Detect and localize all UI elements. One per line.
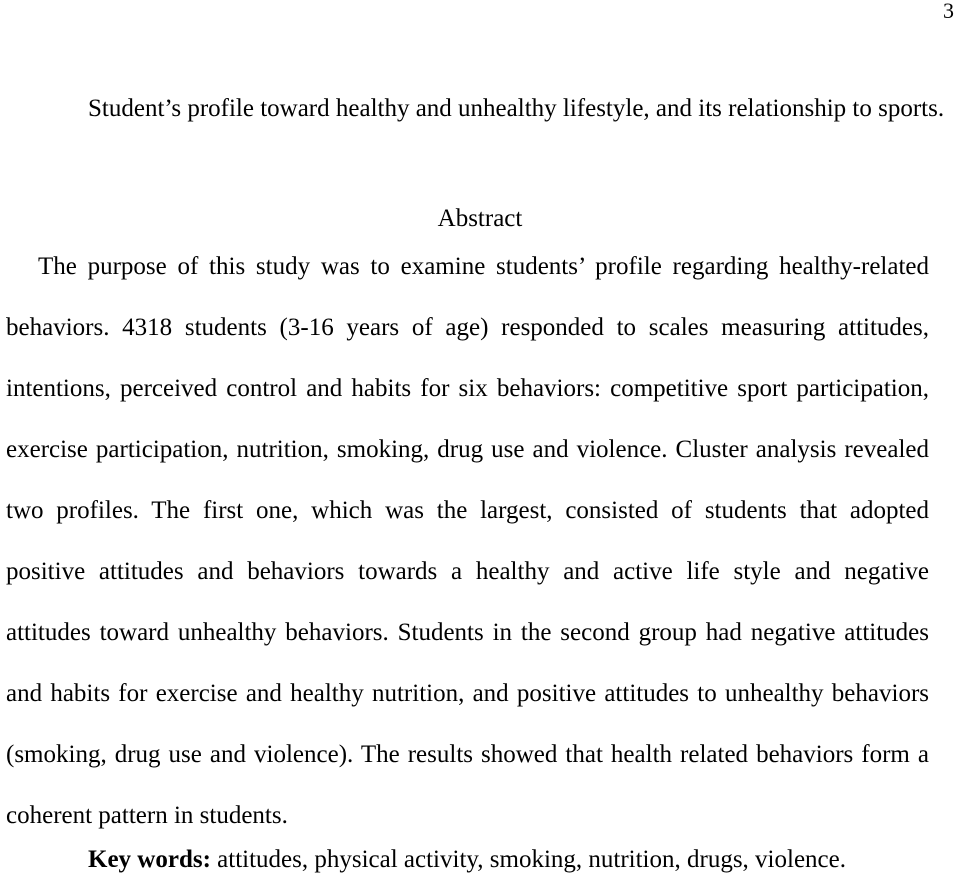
abstract-heading: Abstract (437, 205, 523, 232)
abstract-body: The purpose of this study was to examine students’ profile regarding healthy-related behaviors. 4318 students (3-16 years of age) responded to scales measuring attitudes, intentions, perceived control and habits for six behaviors: competitive sport participation, exercise participation, nutrition, smoking, drug use and violence. Cluster analysis revealed two profiles. The first one, which was the largest, consisted of students that adopted positive attitudes and behaviors towards a healthy and active life style and negative attitudes toward unhealthy behaviors. Students in the second group had negative attitudes and habits for exercise and healthy nutrition, and positive attitudes to unhealthy behaviors (smoking, drug use and violence). The results showed that health related behaviors form a coherent pattern in students. (6, 253, 929, 829)
keywords-label: Key words: (88, 846, 211, 873)
paper-title: Student’s profile toward healthy and unhealthy lifestyle, and its relationship to sports. (88, 95, 945, 122)
keywords (88, 846, 846, 874)
page-number: 3 (943, 0, 954, 23)
keywords-text: attitudes, physical activity, smoking, nutrition, drugs, violence. (210, 846, 846, 873)
